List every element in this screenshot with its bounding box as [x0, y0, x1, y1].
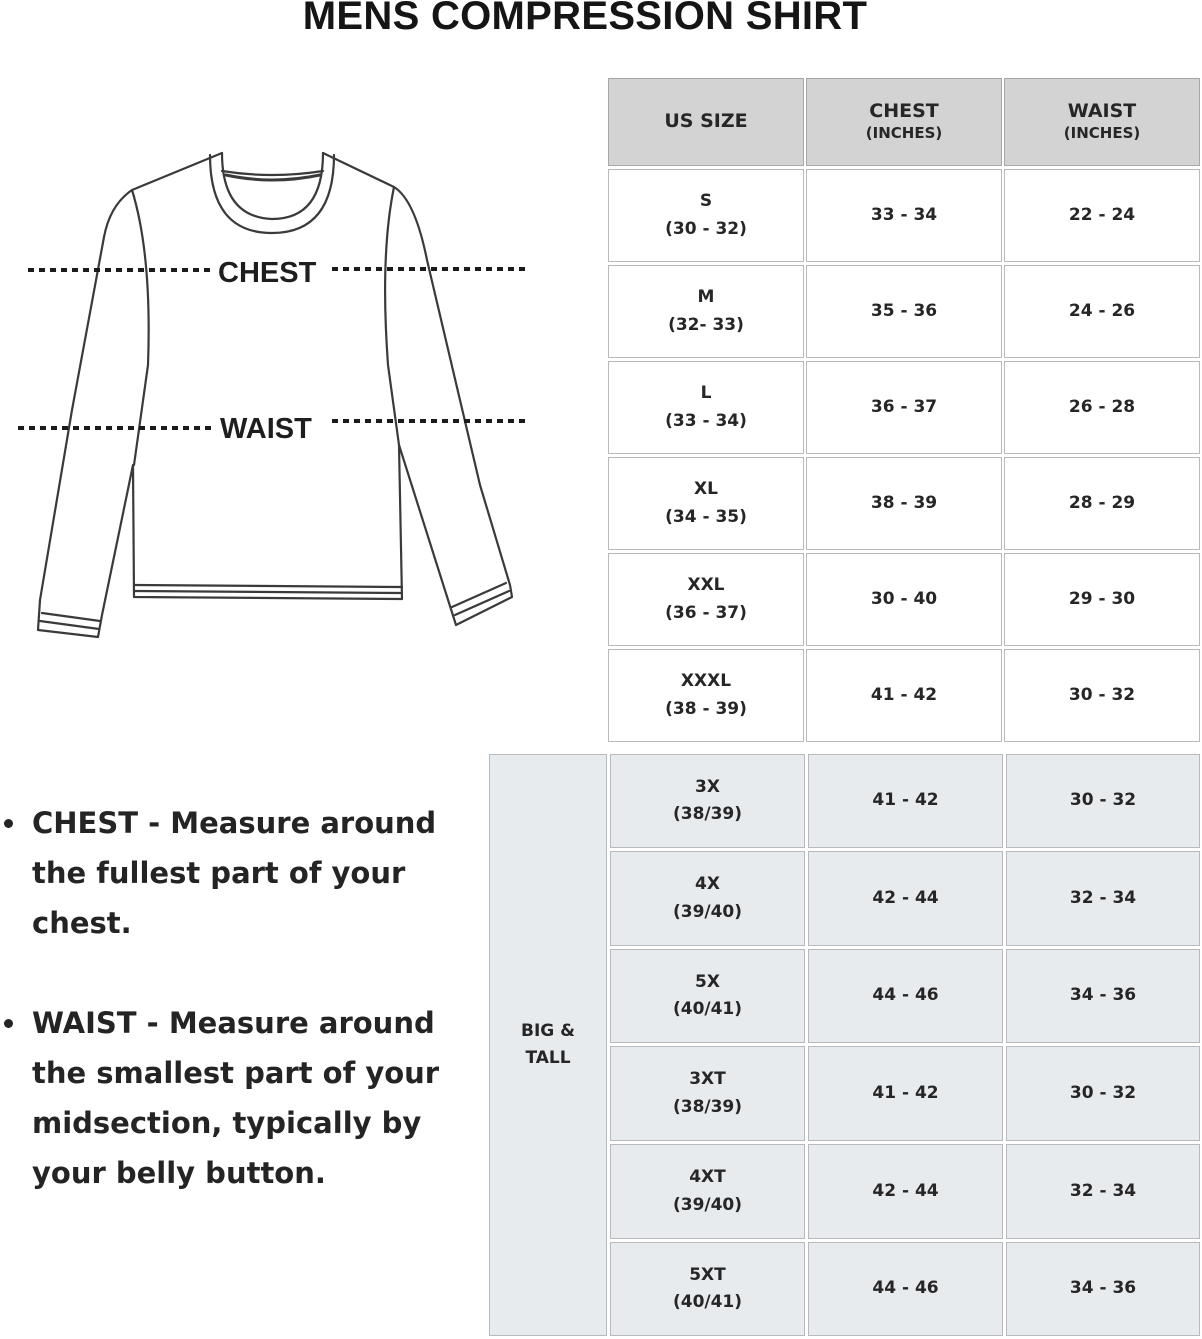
- waist-cell: 26 - 28: [1004, 361, 1200, 454]
- header-chest: [806, 78, 1002, 166]
- size-label: 5XT: [689, 1264, 726, 1285]
- waist-cell: 22 - 24: [1004, 169, 1200, 262]
- size-cell: [610, 851, 805, 946]
- chest-cell: 41 - 42: [808, 1046, 1003, 1141]
- chest-cell: 41 - 42: [808, 754, 1003, 848]
- size-range: (40/41): [672, 1292, 743, 1312]
- size-label: 3XT: [689, 1069, 726, 1090]
- size-cell: [608, 457, 804, 550]
- size-label: 5X: [695, 971, 720, 992]
- size-range: (40/41): [672, 999, 743, 1019]
- waist-cell: 30 - 32: [1004, 649, 1200, 742]
- big-tall-label-line-1: BIG &: [521, 1020, 575, 1041]
- big-tall-label: [489, 754, 607, 1336]
- waist-cell: 32 - 34: [1006, 851, 1200, 946]
- chest-cell: 41 - 42: [806, 649, 1002, 742]
- chest-cell: 38 - 39: [806, 457, 1002, 550]
- size-cell: [610, 1144, 805, 1239]
- chest-cell: 44 - 46: [808, 949, 1003, 1043]
- size-cell: [610, 949, 805, 1043]
- size-cell: [610, 754, 805, 848]
- header-chest-unit: (INCHES): [865, 124, 943, 143]
- size-label: XL: [694, 479, 718, 500]
- bullet-dot-icon: [4, 819, 13, 828]
- header-waist-unit: (INCHES): [1063, 124, 1141, 143]
- chest-cell: 36 - 37: [806, 361, 1002, 454]
- size-label: S: [699, 191, 713, 212]
- waist-cell: 24 - 26: [1004, 265, 1200, 358]
- size-label: 3X: [695, 776, 720, 797]
- header-waist-label: WAIST: [1067, 99, 1137, 122]
- header-us-size-label: US SIZE: [664, 110, 748, 133]
- waist-cell: 30 - 32: [1006, 754, 1200, 848]
- size-range: (38/39): [672, 804, 743, 824]
- size-cell: [608, 265, 804, 358]
- chest-cell: 42 - 44: [808, 851, 1003, 946]
- size-label: L: [700, 383, 712, 404]
- chest-cell: 35 - 36: [806, 265, 1002, 358]
- size-range: (30 - 32): [665, 218, 747, 239]
- size-cell: [608, 169, 804, 262]
- size-label: 4XT: [689, 1167, 726, 1188]
- size-cell: [608, 649, 804, 742]
- waist-cell: 29 - 30: [1004, 553, 1200, 646]
- size-range: (39/40): [672, 901, 743, 922]
- size-range: (39/40): [672, 1194, 743, 1215]
- waist-measure-label: WAIST: [220, 413, 312, 445]
- size-cell: [608, 553, 804, 646]
- size-range: (32- 33): [668, 314, 744, 335]
- size-cell: [610, 1046, 805, 1141]
- waist-cell: 28 - 29: [1004, 457, 1200, 550]
- chest-cell: 30 - 40: [806, 553, 1002, 646]
- waist-instruction: WAIST - Measure around the smallest part of your midsection, typically by your belly button.: [32, 1006, 440, 1190]
- chest-cell: 44 - 46: [808, 1242, 1003, 1336]
- size-label: 4X: [695, 874, 720, 895]
- page-title: MENS COMPRESSION SHIRT: [302, 0, 868, 38]
- size-range: (38 - 39): [665, 698, 747, 719]
- chest-cell: 42 - 44: [808, 1144, 1003, 1239]
- chest-instruction: CHEST - Measure around the fullest part of your chest.: [32, 806, 437, 940]
- waist-cell: 32 - 34: [1006, 1144, 1200, 1239]
- bullet-dot-icon: [4, 1019, 13, 1028]
- size-label: M: [697, 287, 715, 308]
- size-range: (36 - 37): [665, 602, 747, 623]
- size-label: XXXL: [680, 671, 732, 692]
- size-range: (34 - 35): [665, 506, 747, 527]
- big-tall-label-line-2: TALL: [525, 1048, 571, 1068]
- shirt-outline-icon: [10, 145, 540, 645]
- header-us-size: [608, 78, 804, 166]
- waist-cell: 30 - 32: [1006, 1046, 1200, 1141]
- waist-cell: 34 - 36: [1006, 949, 1200, 1043]
- size-range: (38/39): [672, 1096, 743, 1117]
- size-range: (33 - 34): [665, 410, 747, 431]
- header-waist: [1004, 78, 1200, 166]
- size-cell: [608, 361, 804, 454]
- chest-cell: 33 - 34: [806, 169, 1002, 262]
- waist-cell: 34 - 36: [1006, 1242, 1200, 1336]
- header-chest-label: CHEST: [869, 99, 939, 122]
- size-label: XXL: [687, 575, 725, 596]
- chest-measure-label: CHEST: [218, 257, 317, 289]
- size-cell: [610, 1242, 805, 1336]
